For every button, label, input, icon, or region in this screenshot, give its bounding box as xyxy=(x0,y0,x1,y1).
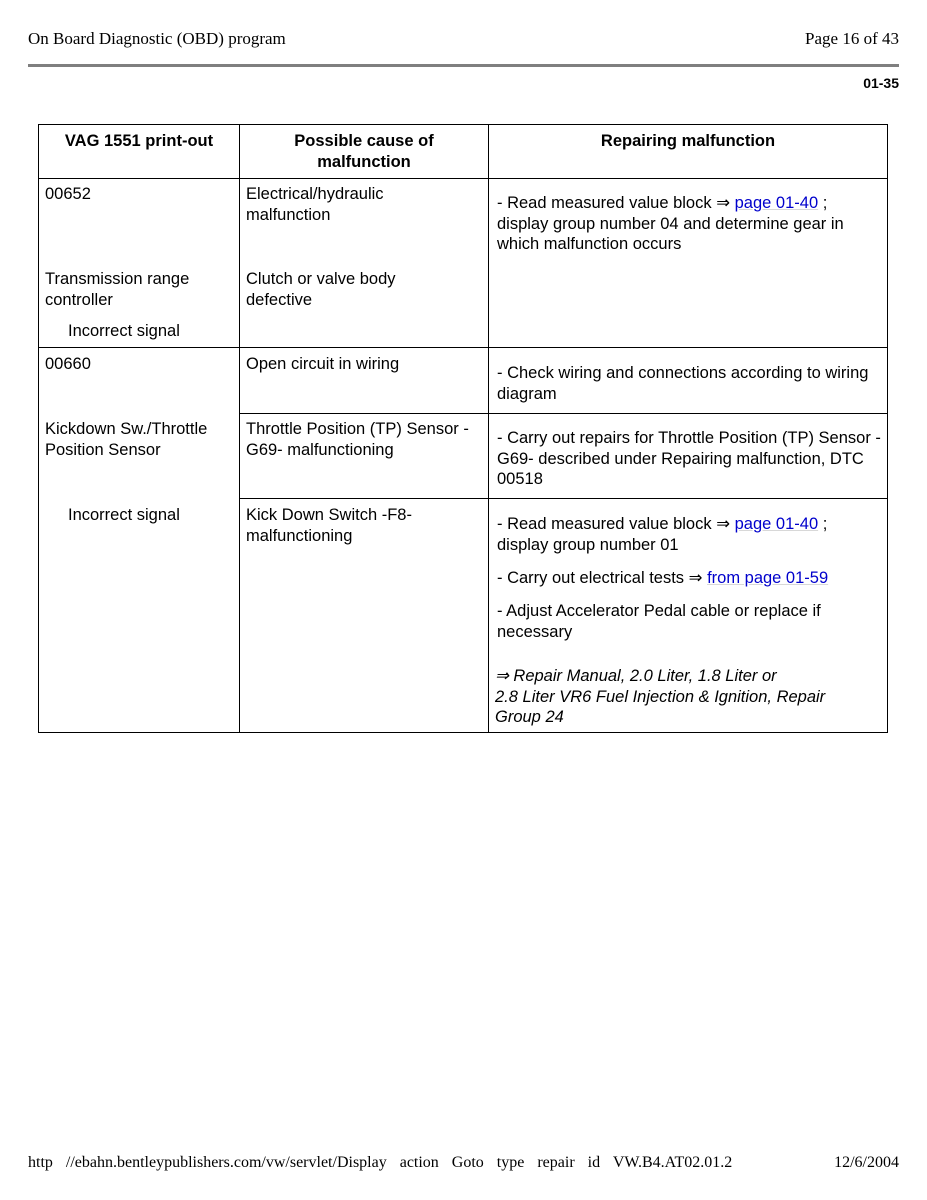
header-row-divider xyxy=(39,178,887,179)
manual-reference-line: Group 24 xyxy=(495,708,564,726)
manual-reference-line: ⇒ Repair Manual, 2.0 Liter, 1.8 Liter or xyxy=(495,667,777,685)
subrow-divider xyxy=(239,413,887,414)
repair-step: - Carry out repairs for Throttle Position (TP) Sensor -G69- described under Repairing malfunction, DTC 00518 xyxy=(497,429,881,488)
column-divider xyxy=(239,125,240,732)
page-header-title: On Board Diagnostic (OBD) program xyxy=(28,29,286,48)
column-divider xyxy=(488,125,489,732)
fault-code: 00660 xyxy=(45,355,91,373)
repair-text: ; xyxy=(822,515,828,533)
page-number: Page 16 of 43 xyxy=(805,29,899,48)
fault-component: Transmission range controller xyxy=(45,270,190,309)
column-header-printout: VAG 1551 print-out xyxy=(64,132,214,150)
repair-step xyxy=(497,193,881,255)
possible-cause: Electrical/hydraulic malfunction xyxy=(246,185,384,224)
repair-text: - Read measured value block ⇒ xyxy=(497,194,731,212)
repair-step xyxy=(497,514,881,555)
possible-cause: Kick Down Switch -F8- malfunctioning xyxy=(246,506,412,545)
repair-text: - Carry out electrical tests ⇒ xyxy=(497,569,703,587)
page-link[interactable]: page 01-40 xyxy=(734,515,819,533)
repair-text: ; xyxy=(822,194,828,212)
row-divider xyxy=(39,347,887,348)
repair-step: - Adjust Accelerator Pedal cable or replace if necessary xyxy=(497,602,821,641)
repair-step: - Check wiring and connections according to wiring diagram xyxy=(497,364,869,403)
fault-signal: Incorrect signal xyxy=(68,506,180,524)
footer-date: 12/6/2004 xyxy=(834,1154,899,1171)
repair-text: - Read measured value block ⇒ xyxy=(497,515,731,533)
possible-cause: Clutch or valve body defective xyxy=(246,270,396,309)
column-header-cause: Possible cause of malfunction xyxy=(294,132,434,171)
possible-cause: Open circuit in wiring xyxy=(246,355,400,373)
footer-url: http //ebahn.bentleypublishers.com/vw/servlet/Display action Goto type repair id VW.B4.AT02.01.2 xyxy=(28,1154,733,1171)
manual-reference[interactable] xyxy=(495,666,885,728)
section-code: 01-35 xyxy=(863,75,899,91)
header-rule xyxy=(28,64,899,67)
column-header-repair: Repairing malfunction xyxy=(600,132,776,150)
subrow-divider xyxy=(239,498,887,499)
fault-signal: Incorrect signal xyxy=(68,322,180,340)
page-footer xyxy=(28,1154,899,1172)
repair-text: display group number 01 xyxy=(497,535,679,554)
diagnostic-table xyxy=(38,124,888,733)
fault-code: 00652 xyxy=(45,185,91,203)
page-link[interactable]: from page 01-59 xyxy=(707,569,829,587)
manual-reference-line: 2.8 Liter VR6 Fuel Injection & Ignition, Repair xyxy=(495,687,826,706)
page-link[interactable]: page 01-40 xyxy=(734,194,819,212)
fault-component: Kickdown Sw./Throttle Position Sensor xyxy=(45,420,208,459)
possible-cause: Throttle Position (TP) Sensor -G69- malfunctioning xyxy=(246,420,469,459)
repair-text: display group number 04 and determine gear in which malfunction occurs xyxy=(497,214,844,253)
repair-step xyxy=(497,568,881,589)
